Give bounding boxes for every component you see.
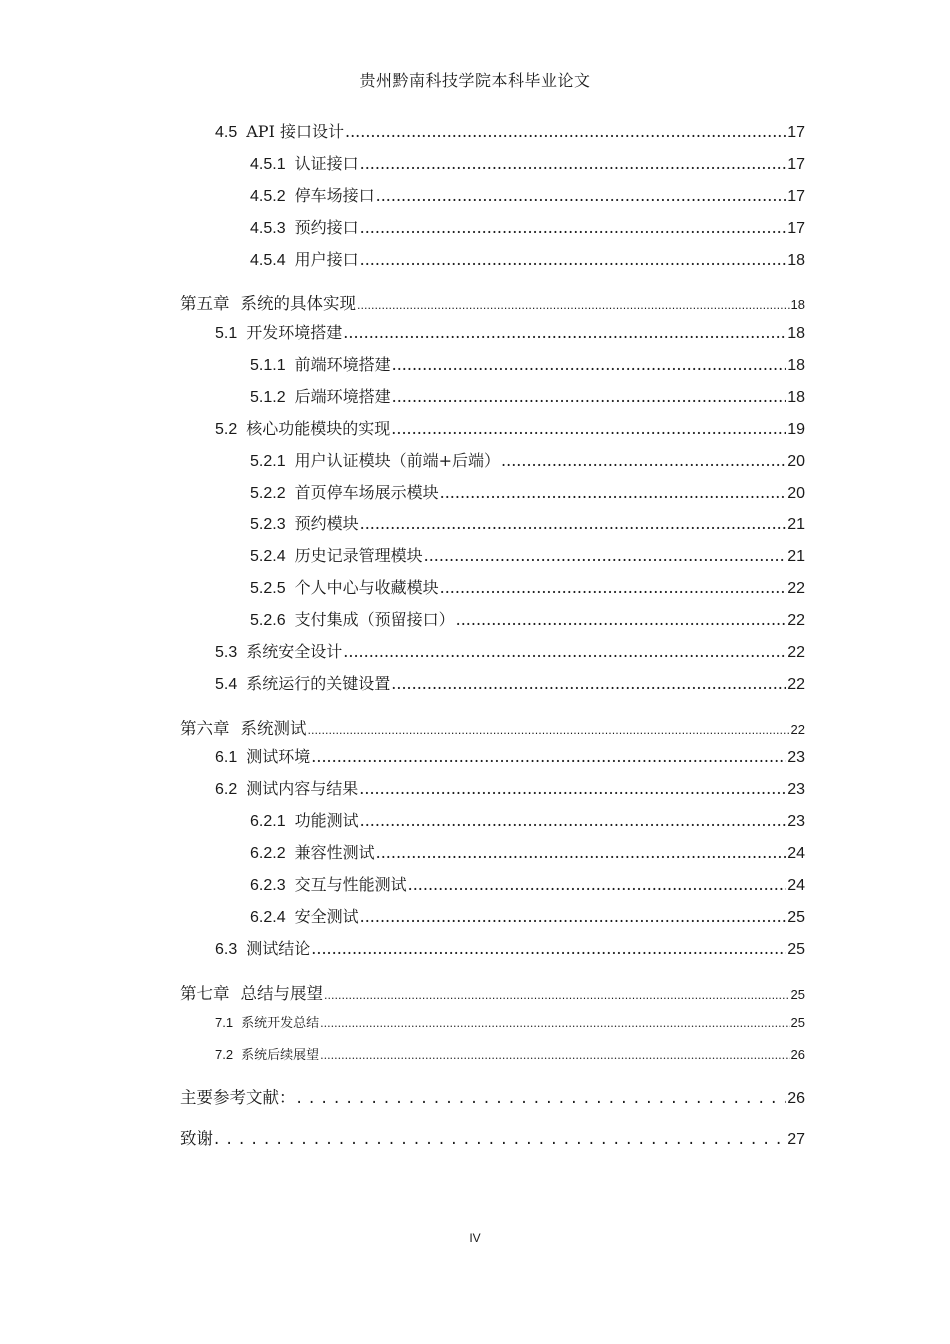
toc-entry[interactable] [250,543,805,566]
dot-leader [501,451,786,470]
toc-entry-title: 系统测试 [240,719,307,738]
toc-entry[interactable] [215,1044,805,1063]
toc-entry-page: 25 [787,909,805,926]
toc-entry-number: 第五章 [180,294,230,313]
toc-entry-page: 21 [787,516,805,533]
dot-leader [214,1129,786,1148]
toc-entry[interactable] [250,352,805,375]
toc-entry-number: 5.2.5 [250,580,286,597]
toc-entry-title: 系统安全设计 [246,642,343,661]
toc-entry-page: 22 [790,722,805,737]
toc-entry-number: 5.2 [215,421,238,438]
toc-entry-title: 系统后续展望 [241,1048,320,1063]
toc-entry[interactable] [250,607,805,630]
toc-entry-page: 25 [787,941,805,958]
toc-entry-title: 致谢 [180,1129,213,1148]
toc-entry-number: 7.2 [215,1047,234,1062]
toc-entry-number: 5.1.1 [250,357,286,374]
toc-entry-title: 开发环境搭建 [246,323,343,342]
toc-entry-page: 24 [787,845,805,862]
toc-entry[interactable] [180,980,805,1004]
dot-leader [376,186,787,205]
toc-entry-number: 6.2 [215,781,238,798]
toc-entry[interactable] [215,936,805,959]
toc-entry-page: 22 [787,676,805,693]
dot-leader [357,294,790,313]
toc-entry-page: 26 [790,1047,805,1062]
toc-entry-number: 5.2.6 [250,612,286,629]
toc-entry-page: 18 [787,389,805,406]
toc-entry-page: 17 [787,220,805,237]
toc-entry[interactable] [250,808,805,831]
toc-entry-page: 17 [787,156,805,173]
dot-leader [440,578,787,597]
toc-entry-title: 历史记录管理模块 [294,546,423,565]
toc-entry-title: 预约接口 [294,218,359,237]
dot-leader [391,419,786,438]
toc-entry[interactable] [250,215,805,238]
toc-entry-number: 6.2.3 [250,877,286,894]
toc-entry-title: 交互与性能测试 [294,875,407,894]
toc-entry-page: 22 [787,644,805,661]
dot-leader [308,719,790,738]
dot-leader [391,674,786,693]
toc-entry-number: 6.1 [215,749,238,766]
toc-entry-title: 后端环境搭建 [294,387,391,406]
toc-entry-number: 5.4 [215,676,238,693]
toc-entry[interactable] [215,744,805,767]
toc-entry-number: 5.2.4 [250,548,286,565]
dot-leader [392,387,787,406]
toc-entry[interactable] [180,290,805,314]
toc-entry-title: 预约模块 [294,514,359,533]
toc-entry[interactable] [250,840,805,863]
toc-entry-number: 4.5.4 [250,252,286,269]
toc-entry-page: 26 [787,1090,805,1107]
toc-entry-page: 18 [787,357,805,374]
toc-entry[interactable] [250,480,805,503]
toc-entry-title: 首页停车场展示模块 [294,483,439,502]
toc-entry-title: 总结与展望 [240,984,323,1003]
dot-leader [311,747,786,766]
toc-entry-number: 4.5.1 [250,156,286,173]
toc-entry-page: 21 [787,548,805,565]
toc-entry-number: 5.2.1 [250,453,286,470]
dot-leader [311,939,786,958]
toc-entry[interactable] [250,151,805,174]
toc-entry-page: 19 [787,421,805,438]
toc-entry-title: 兼容性测试 [294,843,375,862]
toc-entry-page: 20 [787,485,805,502]
toc-entry-title: 测试环境 [246,747,311,766]
toc-entry[interactable] [250,575,805,598]
toc-entry[interactable] [250,904,805,927]
dot-leader [360,250,787,269]
toc-entry-page: 27 [787,1131,805,1148]
toc-entry[interactable] [215,1012,805,1031]
dot-leader [360,811,787,830]
toc-entry[interactable] [180,1125,805,1149]
toc-entry-number: 5.1 [215,325,238,342]
toc-entry-number: 6.3 [215,941,238,958]
dot-leader [360,218,787,237]
dot-leader [392,355,787,374]
toc-entry[interactable] [250,872,805,895]
toc-entry[interactable] [215,671,805,694]
toc-entry-page: 23 [787,813,805,830]
toc-entry[interactable] [215,119,805,142]
toc-entry-number: 第七章 [180,984,230,1003]
toc-entry-number: 第六章 [180,719,230,738]
toc-entry[interactable] [180,715,805,739]
dot-leader [440,483,787,502]
toc-entry[interactable] [215,416,805,439]
toc-entry-number: 7.1 [215,1015,234,1030]
toc-entry-page: 18 [787,252,805,269]
toc-entry-title: 系统的具体实现 [240,294,356,313]
toc-entry-number: 6.2.1 [250,813,286,830]
toc-entry-number: 6.2.4 [250,909,286,926]
toc-entry[interactable] [250,247,805,270]
toc-entry[interactable] [250,511,805,534]
toc-entry[interactable] [215,776,805,799]
toc-entry-title: 主要参考文献： [180,1088,296,1107]
page-number: IV [469,1231,481,1245]
toc-entry-title: 系统运行的关键设置 [246,674,391,693]
toc-entry-title: 前端环境搭建 [294,355,391,374]
toc-entry-page: 25 [790,987,805,1002]
dot-leader [297,1088,787,1107]
toc-entry-title: 用户认证模块（前端+后端） [294,451,501,470]
toc-entry-page: 20 [787,453,805,470]
toc-entry-title: 支付集成（预留接口） [294,610,455,629]
dot-leader [376,843,787,862]
toc-entry-title: API 接口设计 [246,122,344,141]
toc-entry-number: 5.3 [215,644,238,661]
toc-entry-title: 停车场接口 [294,186,375,205]
toc-entry-page: 22 [787,580,805,597]
toc-entry-title: 认证接口 [294,154,359,173]
toc-entry-title: 用户接口 [294,250,359,269]
toc-entry[interactable] [180,1084,805,1108]
toc-entry-number: 4.5.2 [250,188,286,205]
toc-entry-page: 25 [790,1015,805,1030]
dot-leader [360,907,787,926]
toc-entry-page: 22 [787,612,805,629]
dot-leader [345,122,786,141]
dot-leader [424,546,787,565]
toc-entry-number: 4.5.3 [250,220,286,237]
toc-entry-title: 核心功能模块的实现 [246,419,391,438]
dot-leader [320,1048,789,1063]
toc-entry-number: 5.2.2 [250,485,286,502]
toc-entry[interactable] [250,183,805,206]
toc-entry-page: 18 [790,297,805,312]
page-header: 贵州黔南科技学院本科毕业论文 [359,71,591,90]
toc-entry[interactable] [250,384,805,407]
dot-leader [324,984,790,1003]
toc-entry-page: 23 [787,781,805,798]
toc-entry-number: 5.2.3 [250,516,286,533]
toc-entry[interactable] [215,639,805,662]
dot-leader [408,875,787,894]
toc-entry-title: 个人中心与收藏模块 [294,578,439,597]
toc-entry-number: 5.1.2 [250,389,286,406]
dot-leader [360,514,787,533]
dot-leader [456,610,787,629]
toc-entry-number: 6.2.2 [250,845,286,862]
toc-entry-title: 测试结论 [246,939,311,958]
toc-entry-title: 系统开发总结 [241,1016,320,1031]
toc-entry-page: 18 [787,325,805,342]
dot-leader [359,779,786,798]
toc-entry[interactable] [215,320,805,343]
toc-entry-title: 功能测试 [294,811,359,830]
dot-leader [343,642,786,661]
toc-entry-page: 17 [787,124,805,141]
toc-entry-number: 4.5 [215,124,238,141]
toc-entry[interactable] [250,448,805,471]
dot-leader [320,1016,789,1031]
toc-entry-title: 安全测试 [294,907,359,926]
toc-entry-page: 23 [787,749,805,766]
toc-entry-title: 测试内容与结果 [246,779,359,798]
toc-entry-page: 24 [787,877,805,894]
dot-leader [343,323,786,342]
toc-entry-page: 17 [787,188,805,205]
dot-leader [360,154,787,173]
